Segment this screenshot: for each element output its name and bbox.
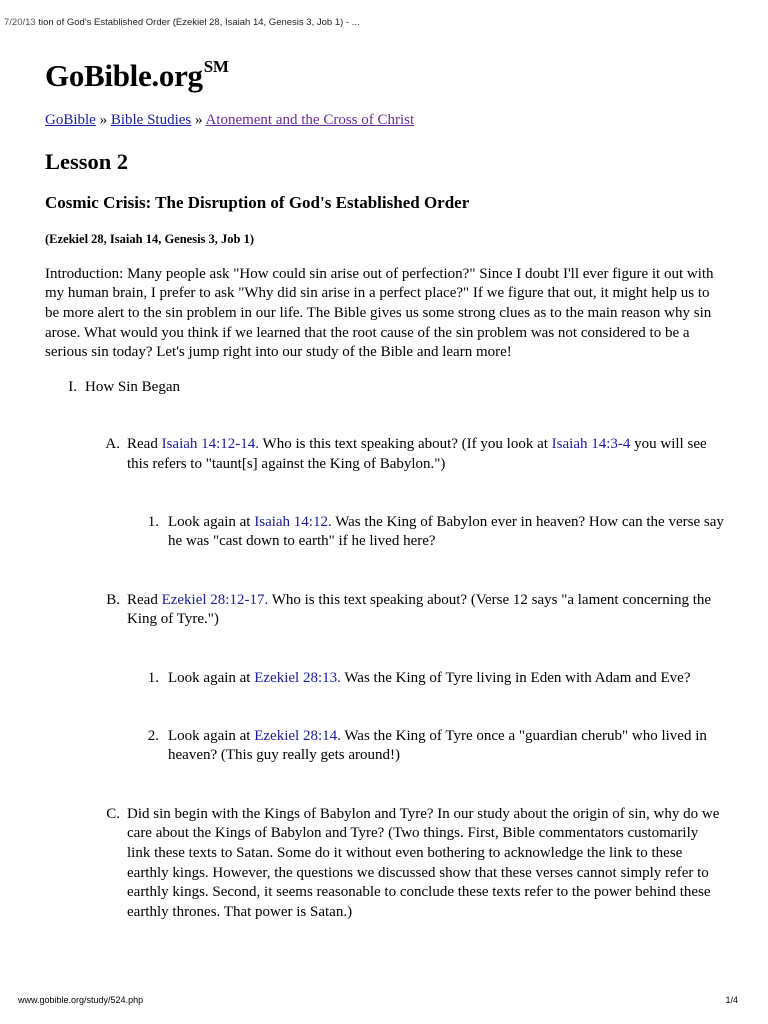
document-page <box>45 52 725 922</box>
scripture-link-isaiah-14-12[interactable]: Isaiah 14:12. <box>254 513 332 530</box>
outline-text: How Sin Began <box>85 378 180 395</box>
outline-marker: A. <box>105 436 120 453</box>
introduction-paragraph: Introduction: Many people ask "How could sin arise out of perfection?" Since I doubt I'll ever figure it out with my human brain, I prefer to ask "Why did sin arise in a perfect place?" If we figure that out, it might help us to be more alert to the sin problem in our life. The Bible gives us some strong clues as to the main reason why sin arose. What would you think if we learned that the root cause of the sin problem was not considered to be a serious sin today? Let's jump right into our study of the Bible and learn more! <box>45 265 714 361</box>
scripture-link-ezekiel-28-14[interactable]: Ezekiel 28:14. <box>254 727 341 744</box>
lesson-subtitle: Cosmic Crisis: The Disruption of God's Established Order <box>45 192 470 212</box>
outline-text: Did sin begin with the Kings of Babylon and Tyre? In our study about the origin of sin, why do we care about the Kings of Babylon and Tyre? (Two things. First, Bible commentators customarily link these texts to Satan. Some do it without even bothering to acknowledge the link to these earthly kings. However, the questions we discussed show that these verses cannot simply refer to earthly kings. Second, it seems reasonable to conclude these texts refer to the power behind these earthly thrones. That power is Satan.) <box>127 805 720 920</box>
scripture-link-ezekiel-28-13[interactable]: Ezekiel 28:13. <box>254 670 341 687</box>
print-date: 7/20/13 <box>4 17 36 28</box>
outline-text: Was the King of Tyre living in Eden with Adam and Eve? <box>340 670 691 687</box>
breadcrumb-separator: » <box>195 112 203 128</box>
outline-text: Look again at <box>168 727 255 744</box>
site-title-text: GoBible.org <box>45 58 203 93</box>
breadcrumb-link-atonement[interactable]: Atonement and the Cross of Christ <box>205 112 415 128</box>
lesson-heading: Lesson 2 <box>45 148 129 174</box>
print-footer <box>18 995 738 1005</box>
print-url: www.gobible.org/study/524.php <box>18 995 144 1005</box>
outline-text: Who is this text speaking about? (Verse 12 says "a lament concerning the King of Tyre.") <box>127 591 712 628</box>
outline-marker: I. <box>68 378 77 395</box>
outline-text: Read <box>127 436 162 453</box>
scripture-link-ezekiel-28-12-17[interactable]: Ezekiel 28:12-17. <box>161 591 269 608</box>
outline-text: Was the King of Babylon ever in heaven? How can the verse say he was "cast down to earth" if he lived here? <box>168 513 724 550</box>
breadcrumb-link-bible-studies[interactable]: Bible Studies <box>110 112 192 128</box>
outline-text: Read <box>127 591 162 608</box>
outline-marker: 1. <box>147 513 159 530</box>
scripture-link-isaiah-14-3-4[interactable]: Isaiah 14:3-4 <box>551 436 631 453</box>
outline-item-b-2 <box>45 727 725 766</box>
breadcrumb <box>45 111 725 131</box>
breadcrumb-separator: » <box>99 112 108 128</box>
print-header <box>0 17 768 28</box>
site-title <box>45 58 725 91</box>
outline-marker: 2. <box>147 727 159 744</box>
scripture-references: (Ezekiel 28, Isaiah 14, Genesis 3, Job 1) <box>45 231 255 246</box>
outline-marker: B. <box>106 591 120 608</box>
outline-item-i <box>45 378 725 398</box>
scripture-link-isaiah-14-12-14[interactable]: Isaiah 14:12-14. <box>161 436 260 453</box>
service-mark: SM <box>203 57 229 76</box>
outline-item-b-1 <box>45 669 725 689</box>
outline-item-b <box>45 591 725 630</box>
outline-item-c <box>45 805 725 923</box>
outline-text: Was the King of Tyre once a "guardian cherub" who lived in heaven? (This guy really gets around!) <box>168 727 707 764</box>
outline-text: Look again at <box>168 670 255 687</box>
outline-marker: 1. <box>147 670 159 687</box>
print-page-title: tion of God's Established Order (Ezekiel 28, Isaiah 14, Genesis 3, Job 1) - ... <box>38 17 360 28</box>
breadcrumb-link-gobible[interactable]: GoBible <box>45 112 96 128</box>
outline-text: Look again at <box>168 513 255 530</box>
print-page-number: 1/4 <box>725 995 738 1005</box>
outline-marker: C. <box>106 805 120 822</box>
outline-item-a <box>45 435 725 474</box>
outline-text: Who is this text speaking about? (If you look at <box>259 436 552 453</box>
outline-text: you will see this refers to "taunt[s] against the King of Babylon.") <box>127 436 707 473</box>
outline-item-a-1 <box>45 513 725 552</box>
